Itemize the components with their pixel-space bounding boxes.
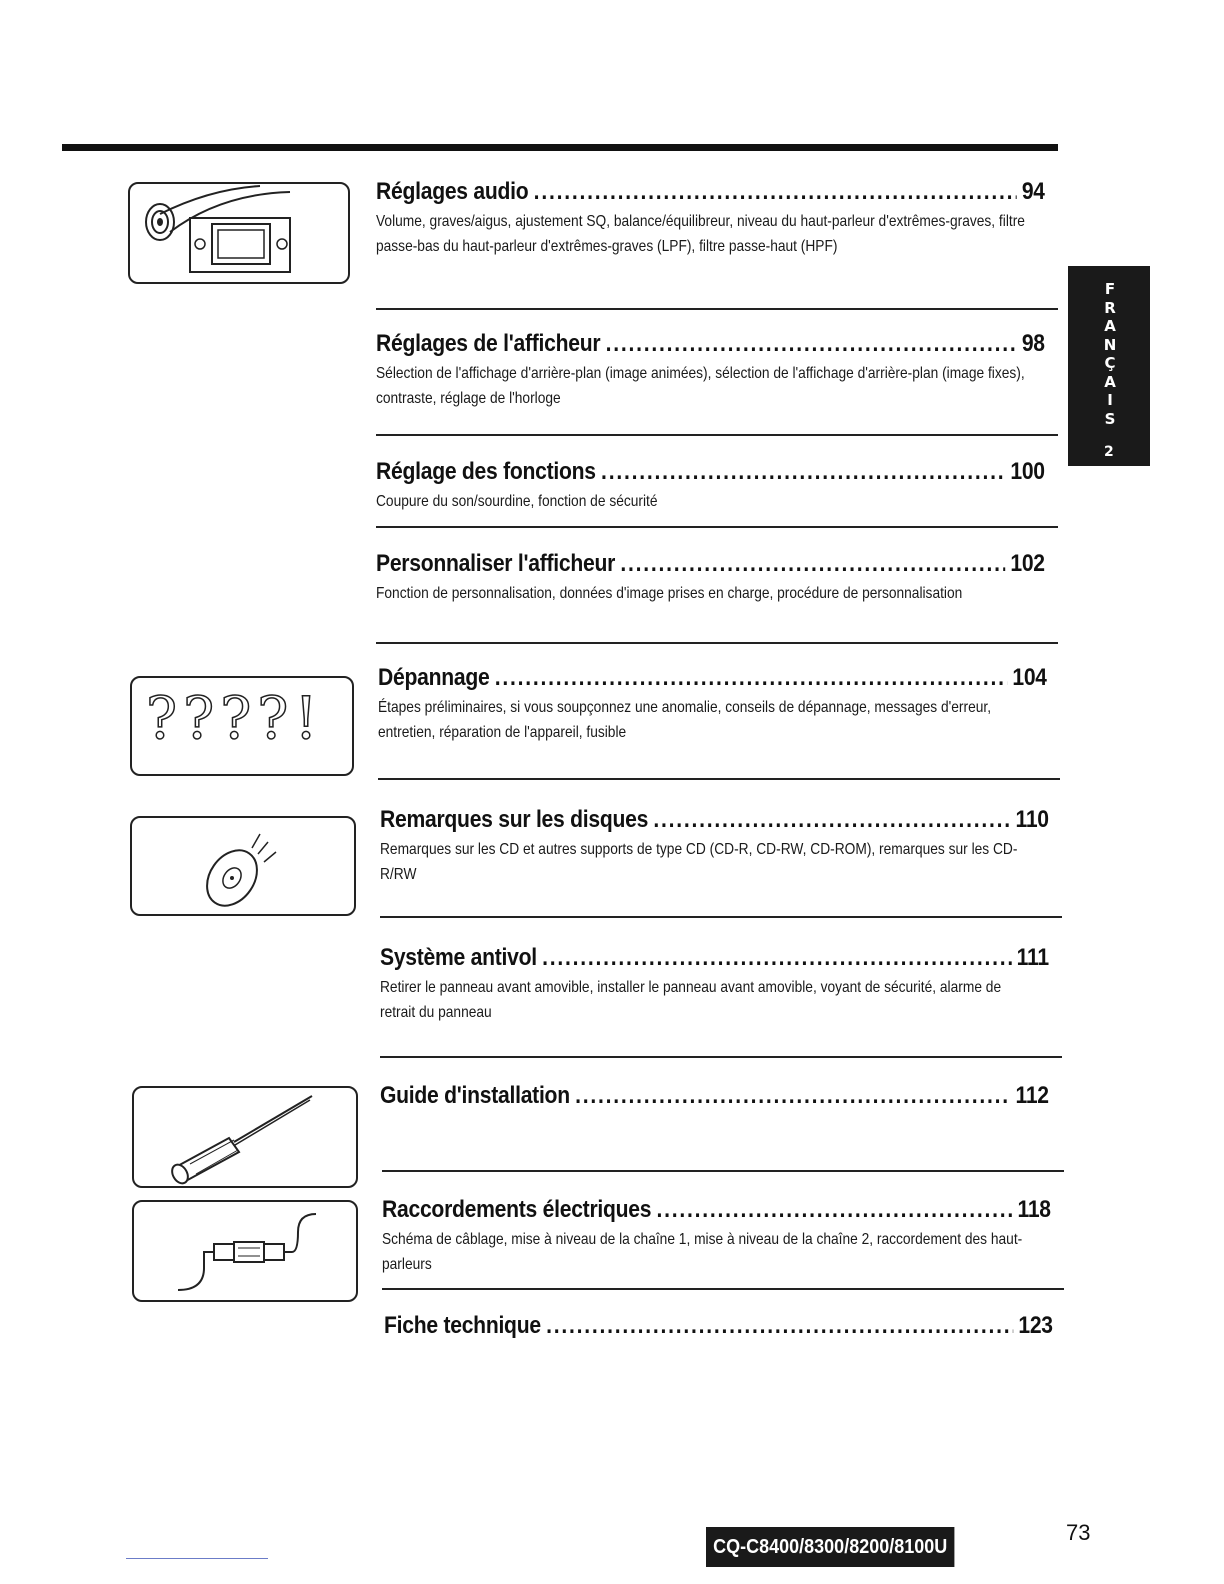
section-divider: [380, 1056, 1062, 1058]
section-divider: [382, 1288, 1064, 1290]
tab-letter: A: [1104, 372, 1116, 391]
toc-description: Retirer le panneau avant amovible, installer le panneau avant amovible, voyant de sécurité, alarme de retrait du panneau: [380, 979, 1002, 1021]
toc-page: 94: [1021, 178, 1045, 205]
toc-title: Système antivol: [380, 944, 537, 971]
section-divider: [376, 526, 1058, 528]
dot-leader: [620, 550, 1005, 578]
toc-entry-functions[interactable]: [376, 458, 1056, 514]
dot-leader: [575, 1082, 1010, 1110]
screwdriver-icon: [132, 1086, 358, 1188]
language-tab: [1068, 266, 1150, 466]
section-divider: [380, 916, 1062, 918]
toc-page: 98: [1021, 330, 1045, 357]
section-divider: [382, 1170, 1064, 1172]
toc-entry-disc-notes[interactable]: [380, 806, 1060, 887]
toc-title: Guide d'installation: [380, 1082, 570, 1109]
dot-leader: [606, 330, 1017, 358]
dot-leader: [542, 944, 1011, 972]
section-divider: [376, 642, 1058, 644]
dot-leader: [546, 1312, 1013, 1340]
toc-page: 110: [1015, 806, 1049, 833]
toc-description: Coupure du son/sourdine, fonction de sécurité: [376, 493, 658, 510]
tab-letter: A: [1104, 317, 1116, 335]
toc-title: Fiche technique: [384, 1312, 541, 1339]
tab-letter: R: [1104, 298, 1116, 317]
dot-leader: [495, 664, 1007, 692]
toc-description: Fonction de personnalisation, données d'image prises en charge, procédure de personnalisation: [376, 585, 963, 602]
toc-description: Remarques sur les CD et autres supports de type CD (CD-R, CD-RW, CD-ROM), remarques sur les CD-R/RW: [380, 841, 1018, 883]
tab-letter: F: [1104, 280, 1116, 298]
tab-number: 2: [1104, 444, 1114, 460]
language-tab-letters: [1100, 280, 1120, 428]
toc-description: Sélection de l'affichage d'arrière-plan (image animées), sélection de l'affichage d'arrière-plan (image fixes), contraste, réglage de l'horloge: [376, 365, 1025, 407]
toc-page: 104: [1012, 664, 1047, 691]
toc-entry-display-settings[interactable]: [376, 330, 1056, 411]
section-divider: [376, 308, 1058, 310]
dot-leader: [534, 178, 1017, 206]
toc-page: 100: [1010, 458, 1045, 485]
toc-page: 102: [1010, 550, 1045, 577]
audio-settings-icon: [128, 182, 350, 284]
toc-page: 123: [1018, 1312, 1053, 1339]
troubleshooting-icon-text: ????!: [146, 684, 324, 752]
toc-page: 118: [1017, 1196, 1051, 1223]
dot-leader: [653, 806, 1010, 834]
toc-title: Personnaliser l'afficheur: [376, 550, 616, 577]
toc-entry-customize-display[interactable]: [376, 550, 1056, 606]
dot-leader: [657, 1196, 1013, 1224]
toc-title: Raccordements électriques: [382, 1196, 652, 1223]
toc-entry-troubleshooting[interactable]: [378, 664, 1058, 745]
section-divider: [376, 434, 1058, 436]
dot-leader: [601, 458, 1005, 486]
toc-entry-specifications[interactable]: [384, 1312, 1064, 1340]
section-divider: [378, 778, 1060, 780]
page-number: 73: [1066, 1520, 1091, 1545]
tab-letter: Ç: [1104, 354, 1116, 372]
disc-icon: [130, 816, 356, 916]
tab-letter: S: [1104, 409, 1116, 428]
tab-letter: N: [1103, 335, 1117, 354]
tab-letter: I: [1107, 391, 1113, 409]
toc-title: Réglage des fonctions: [376, 458, 596, 485]
toc-title: Remarques sur les disques: [380, 806, 649, 833]
toc-page: 112: [1015, 1082, 1049, 1109]
wiring-connector-icon: [132, 1200, 358, 1302]
toc-page: 111: [1016, 944, 1049, 971]
toc-title: Réglages de l'afficheur: [376, 330, 601, 357]
toc-title: Dépannage: [378, 664, 490, 691]
toc-description: Schéma de câblage, mise à niveau de la chaîne 1, mise à niveau de la chaîne 2, raccordement des haut-parleurs: [382, 1231, 1023, 1273]
toc-title: Réglages audio: [376, 178, 529, 205]
toc-entry-electrical-connections[interactable]: [382, 1196, 1062, 1277]
model-number-badge: CQ-C8400/8300/8200/8100U: [706, 1527, 954, 1567]
toc-entry-audio[interactable]: [376, 178, 1056, 259]
toc-description: Volume, graves/aigus, ajustement SQ, balance/équilibreur, niveau du haut-parleur d'extrêmes-graves, filtre passe-bas du haut-parleur d'extrêmes-graves (LPF), filtre passe-haut (HPF): [376, 213, 1025, 255]
toc-description: Étapes préliminaires, si vous soupçonnez une anomalie, conseils de dépannage, messages d'erreur, entretien, réparation de l'appareil, fusible: [378, 699, 992, 741]
toc-entry-antitheft[interactable]: [380, 944, 1060, 1025]
troubleshooting-icon: [130, 676, 354, 776]
toc-entry-installation-guide[interactable]: [380, 1082, 1060, 1110]
top-rule: [62, 144, 1058, 151]
footer-line: [126, 1558, 268, 1559]
